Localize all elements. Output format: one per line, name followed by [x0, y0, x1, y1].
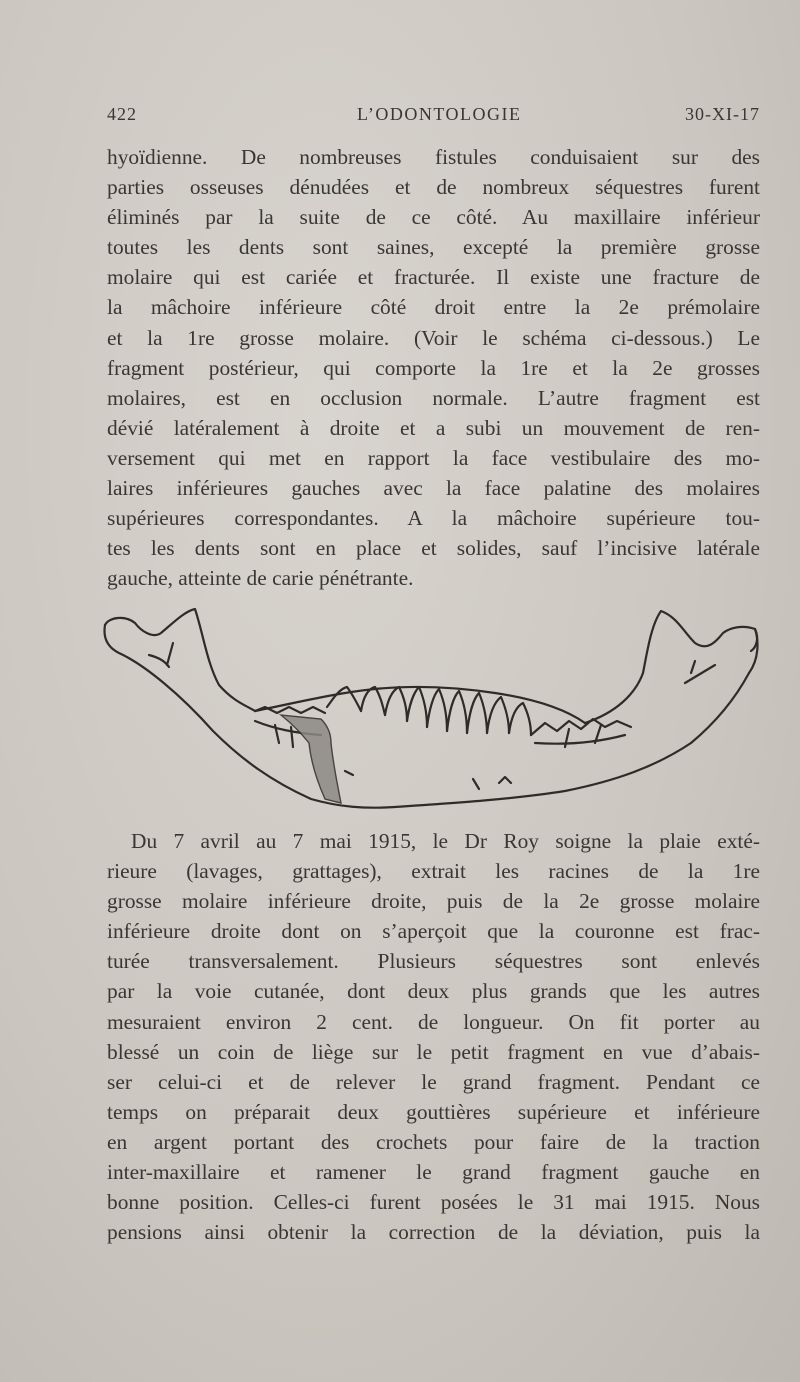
mandible-fracture-diagram-icon: [95, 603, 765, 813]
text-line: dévié latéralement à droite et a subi un mouvement de ren-: [107, 415, 760, 440]
text-line: parties osseuses dénudées et de nombreux séquestres furent: [107, 175, 760, 200]
text-line: hyoïdienne. De nombreuses fistules conduisaient sur des: [107, 145, 760, 169]
text-line: inférieure droite dont on s’aperçoit que la couronne est frac-: [107, 919, 760, 944]
text-line: inter-maxillaire et ramener le grand fragment gauche en: [107, 1160, 760, 1185]
text-line: temps on préparait deux gouttières supérieure et inférieure: [107, 1099, 760, 1124]
page-header: [107, 104, 760, 134]
text-line: molaires, est en occlusion normale. L’autre fragment est: [107, 385, 760, 410]
text-line: en argent portant des crochets pour faire de la traction: [107, 1129, 760, 1154]
text-line: par la voie cutanée, dont deux plus grands que les autres: [107, 979, 760, 1004]
text-line: rieure (lavages, grattages), extrait les racines de la 1re: [107, 859, 760, 884]
issue-date: 30-XI-17: [685, 104, 760, 124]
text-line: Du 7 avril au 7 mai 1915, le Dr Roy soigne la plaie exté-: [131, 829, 760, 853]
text-line: pensions ainsi obtenir la correction de la déviation, puis la: [107, 1220, 760, 1245]
text-line: laires inférieures gauches avec la face palatine des molaires: [107, 476, 760, 501]
text-line: gauche, atteinte de carie pénétrante.: [107, 566, 414, 591]
journal-title: L’ODONTOLOGIE: [357, 104, 522, 124]
paragraph-2: [107, 826, 760, 1247]
text-line: blessé un coin de liège sur le petit fragment en vue d’abais-: [107, 1039, 760, 1064]
text-line: turée transversalement. Plusieurs séquestres sont enlevés: [107, 949, 760, 974]
paragraph-1: [107, 142, 760, 593]
text-line: bonne position. Celles-ci furent posées le 31 mai 1915. Nous: [107, 1190, 760, 1215]
text-line: molaire qui est cariée et fracturée. Il existe une fracture de: [107, 265, 760, 290]
text-line: fragment postérieur, qui comporte la 1re et la 2e grosses: [107, 355, 760, 380]
text-line: ser celui-ci et de relever le grand fragment. Pendant ce: [107, 1069, 760, 1094]
text-line: versement qui met en rapport la face vestibulaire des mo-: [107, 445, 760, 470]
text-line: et la 1re grosse molaire. (Voir le schéma ci-dessous.) Le: [107, 325, 760, 350]
text-line: éliminés par la suite de ce côté. Au maxillaire inférieur: [107, 205, 760, 230]
text-line: tes les dents sont en place et solides, sauf l’incisive latérale: [107, 536, 760, 561]
text-line: la mâchoire inférieure côté droit entre la 2e prémolaire: [107, 295, 760, 320]
text-line: mesuraient environ 2 cent. de longueur. On fit porter au: [107, 1009, 760, 1034]
text-line: grosse molaire inférieure droite, puis de la 2e grosse molaire: [107, 889, 760, 914]
text-line: toutes les dents sont saines, excepté la première grosse: [107, 235, 760, 260]
page-number: 422: [107, 104, 137, 124]
text-line: supérieures correspondantes. A la mâchoire supérieure tou-: [107, 506, 760, 531]
